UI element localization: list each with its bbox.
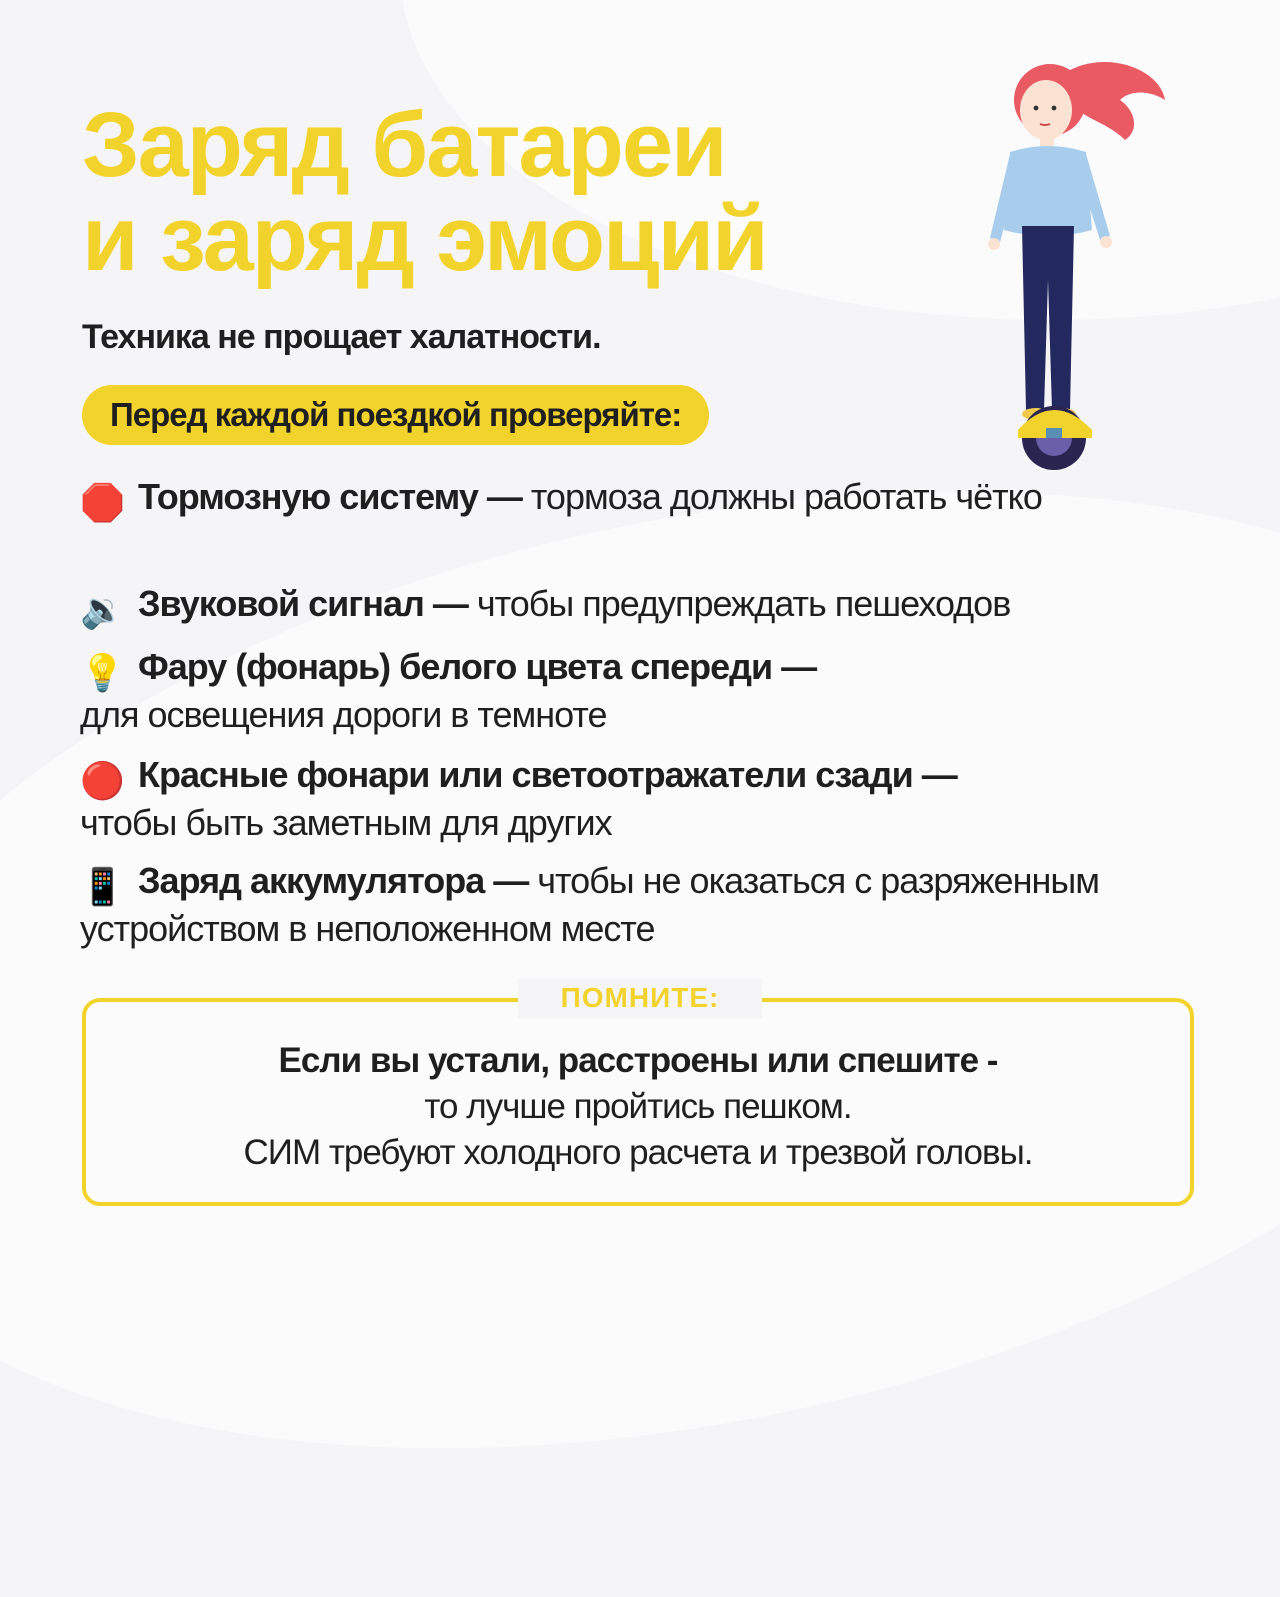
item-text: для освещения дороги в темноте [80,694,607,735]
item-bold: Звуковой сигнал — [138,583,468,624]
subtitle: Техника не прощает халатности. [82,318,601,356]
remember-line-2: то лучше пройтись пешком. [424,1087,852,1126]
page-title [82,94,767,290]
item-bold: Тормозную систему — [138,476,522,517]
remember-line-1: Если вы устали, расстроены или спешите - [278,1041,998,1080]
item-text: чтобы не оказаться с разряженным устройством в неположенном месте [80,860,1099,949]
list-item-battery [80,860,1240,950]
stop-sign-icon: 🛑 [80,482,124,523]
item-text: чтобы быть заметным для других [80,802,612,843]
item-bold: Заряд аккумулятора — [138,860,529,901]
title-line-2: и заряд эмоций [82,188,767,290]
remember-line-3: СИМ требуют холодного расчета и трезвой головы. [243,1133,1033,1172]
remember-text [82,1038,1194,1176]
list-item-brakes [80,476,1240,524]
remember-label: ПОМНИТЕ: [518,978,762,1018]
item-text: чтобы предупреждать пешеходов [467,583,1011,624]
check-before-ride-pill: Перед каждой поездкой проверяйте: [82,385,709,445]
background-swoosh [0,343,1280,1597]
list-item-headlight [80,646,1240,736]
speaker-icon: 🔉 [80,589,124,630]
girl-on-monowheel-illustration [960,30,1200,470]
list-item-rear-lights [80,754,1240,844]
list-item-horn [80,583,1240,631]
mobile-phone-icon: 📱 [80,866,124,907]
red-circle-icon: 🔴 [80,760,124,801]
title-line-1: Заряд батареи [82,94,726,196]
item-text: тормоза должны работать чётко [521,476,1042,517]
light-bulb-icon: 💡 [80,652,124,693]
item-bold: Красные фонари или светоотражатели сзади — [138,754,957,795]
item-bold: Фару (фонарь) белого цвета спереди — [138,646,817,687]
